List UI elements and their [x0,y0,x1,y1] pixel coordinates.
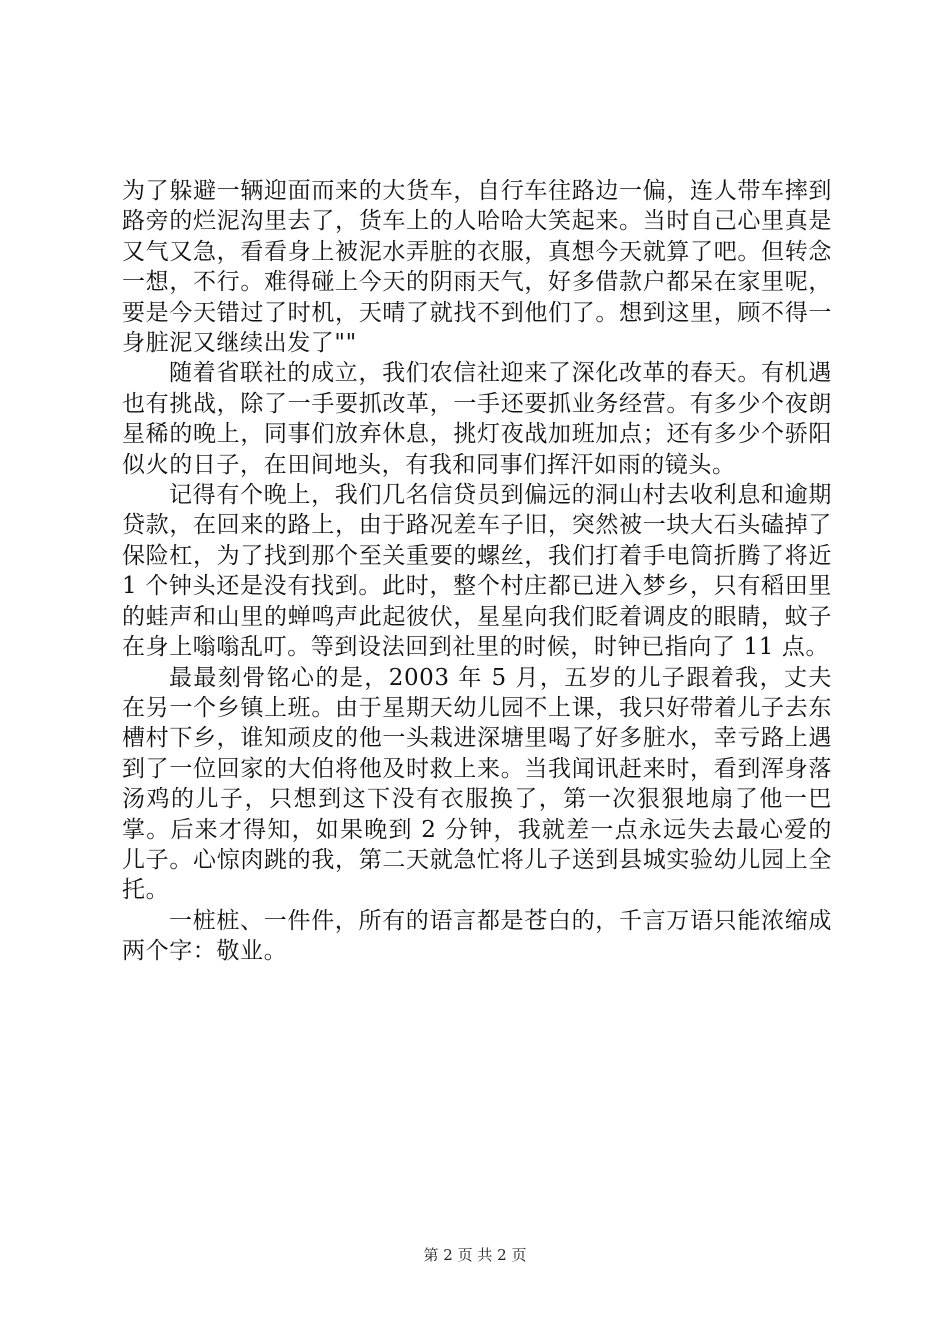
document-body [122,176,832,967]
paragraph-4: 最最刻骨铭心的是，2003 年 5 月，五岁的儿子跟着我，丈夫在另一个乡镇上班。由于星期天幼儿园不上课，我只好带着儿子去东槽村下乡，谁知顽皮的他一头栽进深塘里喝了好多脏水，幸亏路上遇到了一位回家的大伯将他及时救上来。当我闻讯赶来时，看到浑身落汤鸡的儿子，只想到这下没有衣服换了，第一次狠狠地扇了他一巴掌。后来才得知，如果晚到 2 分钟，我就差一点永远失去最心爱的儿子。心惊肉跳的我，第二天就急忙将儿子送到县城实验幼儿园上全托。 [122,664,832,904]
paragraph-1: 为了躲避一辆迎面而来的大货车，自行车往路边一偏，连人带车摔到路旁的烂泥沟里去了，货车上的人哈哈大笑起来。当时自己心里真是又气又急，看看身上被泥水弄脏的衣服，真想今天就算了吧。但转念一想，不行。难得碰上今天的阴雨天气，好多借款户都呆在家里呢，要是今天错过了时机，天晴了就找不到他们了。想到这里，顾不得一身脏泥又继续出发了"" [122,178,832,357]
paragraph-5: 一桩桩、一件件，所有的语言都是苍白的，千言万语只能浓缩成两个字：敬业。 [122,907,832,965]
paragraph-3: 记得有个晚上，我们几名信贷员到偏远的洞山村去收利息和逾期贷款，在回来的路上，由于路况差车子旧，突然被一块大石头磕掉了保险杠，为了找到那个至关重要的螺丝，我们打着手电筒折腾了将近 1 个钟头还是没有找到。此时，整个村庄都已进入梦乡，只有稻田里的蛙声和山里的蝉鸣声此起彼伏，星星向我们眨着调皮的眼睛，蚊子在身上嗡嗡乱叮。等到设法回到社里的时候，时钟已指向了 11 点。 [122,482,832,661]
page-footer: 第 2 页 共 2 页 [423,1246,527,1264]
paragraph-2: 随着省联社的成立，我们农信社迎来了深化改革的春天。有机遇也有挑战，除了一手要抓改革，一手还要抓业务经营。有多少个夜朗星稀的晚上，同事们放弃休息，挑灯夜战加班加点；还有多少个骄阳似火的日子，在田间地头，有我和同事们挥汗如雨的镜头。 [122,360,832,478]
